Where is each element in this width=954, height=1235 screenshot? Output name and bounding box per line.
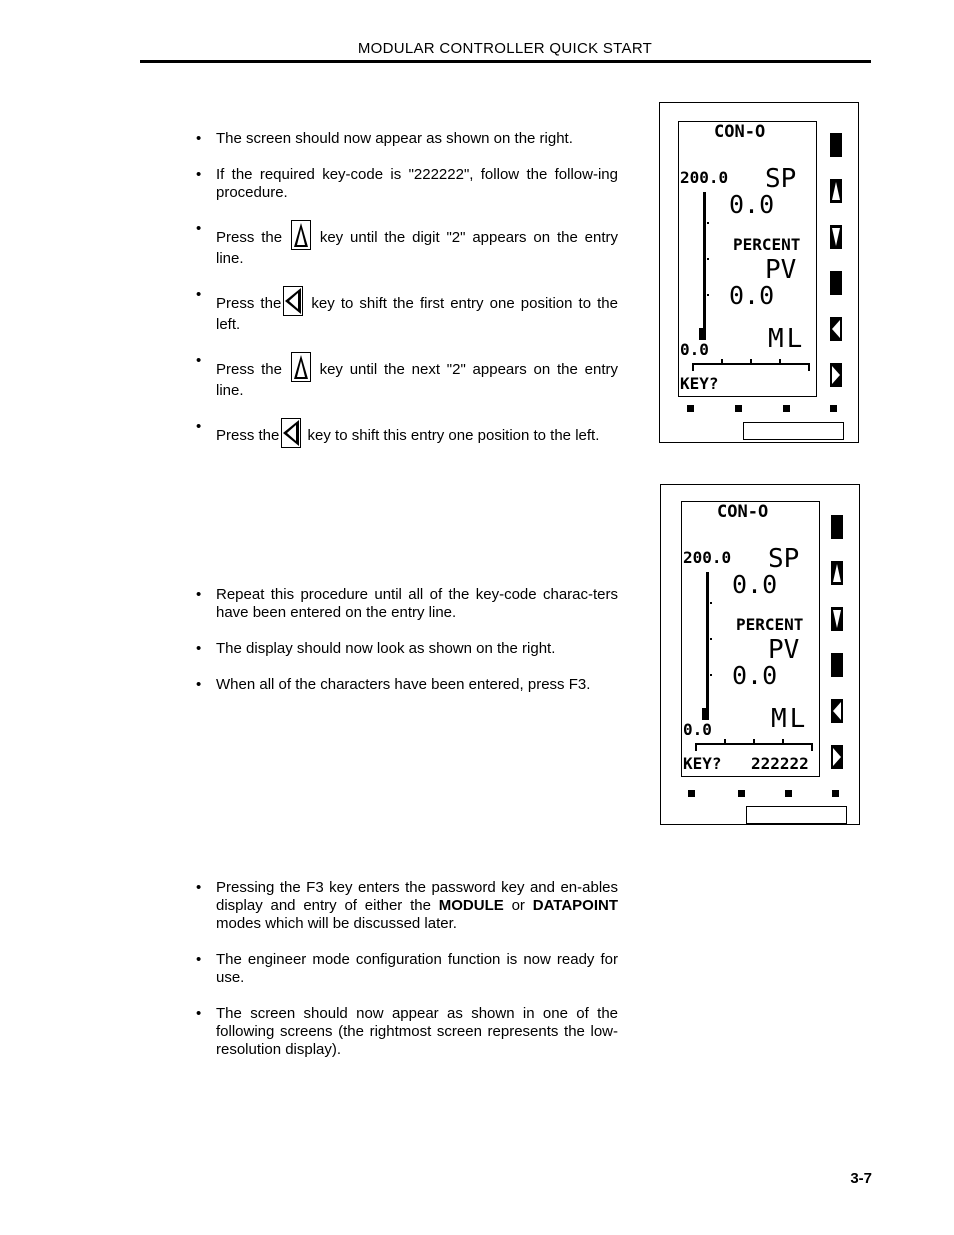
datapoint-mode-term: DATAPOINT [532,897,619,914]
bullet-icon: • [196,418,202,435]
bullet-icon: • [196,951,202,968]
list-item: • The engineer mode configuration function is now ready for use. [196,951,618,986]
bar-tick [710,602,712,604]
bar-tick [710,638,712,640]
bullet-icon: • [196,130,202,147]
bar-tick [710,674,712,676]
bar-tick [707,222,709,224]
module-mode-term: MODULE [438,897,504,914]
softkey-blank-icon[interactable] [830,133,842,157]
softkey-right-icon[interactable] [831,745,843,769]
point-tag: CON-O [714,122,766,142]
function-key-f4[interactable] [832,790,839,797]
bar-tick [707,258,709,260]
bullet-icon: • [196,286,202,303]
bar-graph-axis [706,572,709,720]
bullet-icon: • [196,1005,202,1022]
softkey-down-icon[interactable] [831,607,843,631]
key-prompt: KEY? [680,374,719,393]
running-head: MODULAR CONTROLLER QUICK START [357,40,653,57]
bullet-icon: • [196,166,202,183]
sp-label: SP [768,544,800,574]
softkey-blank-icon[interactable] [830,271,842,295]
units-label: PERCENT [736,615,804,634]
up-arrow-key-icon [291,352,311,382]
function-key-f2[interactable] [735,405,742,412]
pv-scale [692,363,810,365]
mode-indicator: ML [771,704,809,734]
sp-value: 0.0 [729,190,775,219]
lcd-screen [681,501,820,777]
function-key-f1[interactable] [687,405,694,412]
lcd-screen [678,121,817,397]
scale-min: 0.0 [680,340,709,359]
list-item: • If the required key-code is "222222", follow the follow-ing procedure. [196,166,618,201]
bullet-list-1 [196,130,618,448]
bar-graph-axis [703,192,706,340]
scale-max: 200.0 [683,548,732,567]
function-key-f4[interactable] [830,405,837,412]
units-label: PERCENT [733,235,801,254]
pv-value: 0.0 [732,661,778,690]
left-arrow-key-icon [281,418,301,448]
controller-display-2 [660,484,860,825]
function-key-f2[interactable] [738,790,745,797]
softkey-up-icon[interactable] [830,179,842,203]
softkey-up-icon[interactable] [831,561,843,585]
sp-value: 0.0 [732,570,778,599]
function-key-f3[interactable] [783,405,790,412]
page-number: 3-7 [850,1170,872,1187]
header-rule [140,60,871,63]
bullet-list-3 [196,879,618,1059]
function-key-f3[interactable] [785,790,792,797]
point-tag: CON-O [717,502,769,522]
bullet-icon: • [196,220,202,237]
softkey-down-icon[interactable] [830,225,842,249]
list-item: • The screen should now appear as shown on the right. [196,130,573,147]
list-item: • Press the key to shift this entry one position to the left. [196,418,618,448]
list-item: • Pressing the F3 key enters the password key and en-ables display and entry of either the MODULE or DATAPOINT modes which will be discussed later. [196,879,619,932]
list-item: • Repeat this procedure until all of the key-code charac-ters have been entered on the entry line. [196,586,618,621]
function-key-f1[interactable] [688,790,695,797]
bullet-icon: • [196,879,202,896]
bar-graph-fill [702,708,708,720]
bar-tick [707,294,709,296]
bar-graph-fill [699,328,705,340]
softkey-blank-icon[interactable] [831,515,843,539]
list-item: • The display should now look as shown on the right. [196,640,556,657]
list-item: • Press the key until the digit "2" appears on the entry line. [196,220,619,267]
left-arrow-key-icon [283,286,303,316]
bullet-icon: • [196,352,202,369]
label-strip [743,422,844,440]
pv-scale [695,743,813,745]
list-item: • Press the key to shift the first entry one position to the left. [196,286,618,333]
softkey-left-icon[interactable] [830,317,842,341]
up-arrow-key-icon [291,220,311,250]
pv-value: 0.0 [729,281,775,310]
list-item: • Press the key until the next "2" appears on the entry line. [196,352,618,399]
bullet-list-2 [196,586,618,694]
softkey-left-icon[interactable] [831,699,843,723]
mode-indicator: ML [768,324,806,354]
softkey-right-icon[interactable] [830,363,842,387]
list-item: • The screen should now appear as shown in one of the following screens (the rightmost screen represents the low-resolution display). [196,1005,618,1058]
bullet-icon: • [196,640,202,657]
pv-label: PV [765,255,797,285]
label-strip [746,806,847,824]
list-item: • When all of the characters have been entered, press F3. [196,676,591,693]
bullet-icon: • [196,586,202,603]
controller-display-1 [659,102,859,443]
pv-label: PV [768,635,800,665]
sp-label: SP [765,164,797,194]
scale-min: 0.0 [683,720,712,739]
scale-max: 200.0 [680,168,729,187]
key-entry-line: 222222 [751,754,809,773]
bullet-icon: • [196,676,202,693]
key-prompt: KEY? [683,754,722,773]
softkey-blank-icon[interactable] [831,653,843,677]
